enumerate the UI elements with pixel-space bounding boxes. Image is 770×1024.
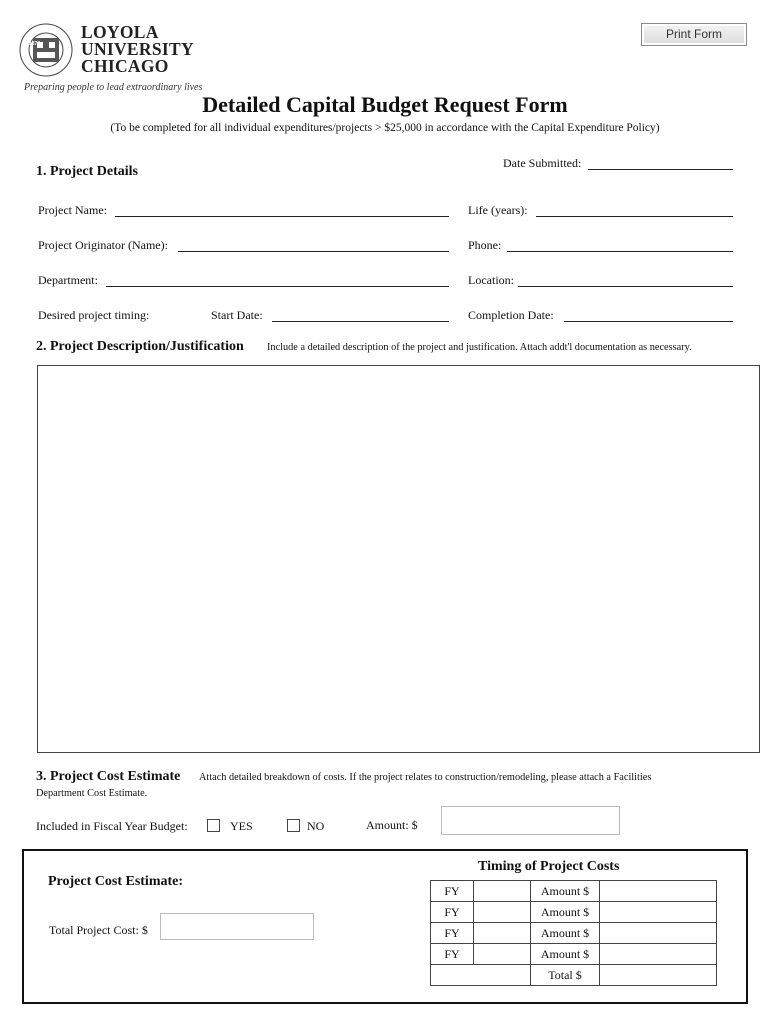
- fy-label: FY: [431, 923, 474, 944]
- description-textarea[interactable]: [37, 365, 760, 753]
- section-3-note-line-2: Department Cost Estimate.: [36, 788, 148, 799]
- logo-line-1: LOYOLA: [81, 22, 159, 42]
- no-label: NO: [307, 819, 325, 833]
- section-3-note: Attach detailed breakdown of costs. If the project relates to construction/remodeling, please attach a Facilities: [199, 772, 652, 783]
- timing-total-row: [431, 965, 717, 986]
- start-date-label: Start Date:: [211, 308, 263, 322]
- timing-row: [431, 944, 717, 965]
- fy-year-field[interactable]: [474, 902, 531, 923]
- amount-field[interactable]: [600, 902, 717, 923]
- amount-field[interactable]: [600, 944, 717, 965]
- yes-label: YES: [230, 819, 253, 833]
- form-subtitle: (To be completed for all individual expenditures/projects > $25,000 in accordance with the Capital Expenditure Policy): [110, 122, 660, 134]
- section-2-heading: 2. Project Description/Justification: [36, 339, 244, 354]
- logo-line-3: CHICAGO: [81, 56, 169, 76]
- yes-checkbox[interactable]: [207, 819, 220, 832]
- timing-table: [430, 880, 717, 986]
- phone-label: Phone:: [468, 238, 502, 252]
- total-project-cost-field[interactable]: [160, 913, 314, 940]
- fy-label: FY: [431, 881, 474, 902]
- fy-label: FY: [431, 902, 474, 923]
- logo-line-2: UNIVERSITY: [81, 39, 194, 59]
- fy-label: FY: [431, 944, 474, 965]
- no-checkbox[interactable]: [287, 819, 300, 832]
- total-project-cost-label: Total Project Cost: $: [49, 923, 148, 937]
- amount-field[interactable]: [600, 923, 717, 944]
- timing-row: [431, 923, 717, 944]
- university-logo: [81, 24, 194, 75]
- phone-field[interactable]: [507, 251, 733, 252]
- total-field[interactable]: [600, 965, 717, 986]
- date-submitted-field[interactable]: [588, 169, 733, 170]
- location-label: Location:: [468, 273, 514, 287]
- department-label: Department:: [38, 273, 98, 287]
- tagline: Preparing people to lead extraordinary lives: [24, 82, 203, 93]
- amount-label: Amount $: [531, 902, 600, 923]
- amount-label: Amount $: [531, 881, 600, 902]
- desired-timing-label: Desired project timing:: [38, 308, 150, 322]
- amount-label: Amount: $: [366, 818, 418, 832]
- fy-year-field[interactable]: [474, 881, 531, 902]
- section-1-heading: 1. Project Details: [36, 164, 138, 179]
- timing-row: [431, 881, 717, 902]
- timing-title: Timing of Project Costs: [478, 859, 620, 874]
- university-seal-icon: [18, 22, 74, 78]
- cost-estimate-title: Project Cost Estimate:: [48, 874, 184, 889]
- fy-year-field[interactable]: [474, 923, 531, 944]
- print-form-button[interactable]: Print Form: [641, 23, 747, 46]
- form-title: Detailed Capital Budget Request Form: [202, 92, 568, 117]
- originator-field[interactable]: [178, 251, 449, 252]
- originator-label: Project Originator (Name):: [38, 238, 168, 252]
- seal-year: 1870: [29, 41, 41, 47]
- completion-date-field[interactable]: [564, 321, 733, 322]
- project-name-field[interactable]: [115, 216, 449, 217]
- location-field[interactable]: [518, 286, 733, 287]
- section-3-heading: 3. Project Cost Estimate: [36, 769, 181, 784]
- life-years-label: Life (years):: [468, 203, 528, 217]
- amount-label: Amount $: [531, 923, 600, 944]
- amount-field[interactable]: [600, 881, 717, 902]
- life-years-field[interactable]: [536, 216, 733, 217]
- section-2-note: Include a detailed description of the project and justification. Attach addt'l documentation as necessary.: [267, 342, 692, 353]
- fiscal-amount-field[interactable]: [441, 806, 620, 835]
- total-label: Total $: [531, 965, 600, 986]
- date-submitted-label: Date Submitted:: [503, 156, 582, 170]
- fiscal-year-label: Included in Fiscal Year Budget:: [36, 819, 188, 833]
- project-name-label: Project Name:: [38, 203, 107, 217]
- department-field[interactable]: [106, 286, 449, 287]
- fy-year-field[interactable]: [474, 944, 531, 965]
- amount-label: Amount $: [531, 944, 600, 965]
- start-date-field[interactable]: [272, 321, 449, 322]
- completion-date-label: Completion Date:: [468, 308, 554, 322]
- timing-row: [431, 902, 717, 923]
